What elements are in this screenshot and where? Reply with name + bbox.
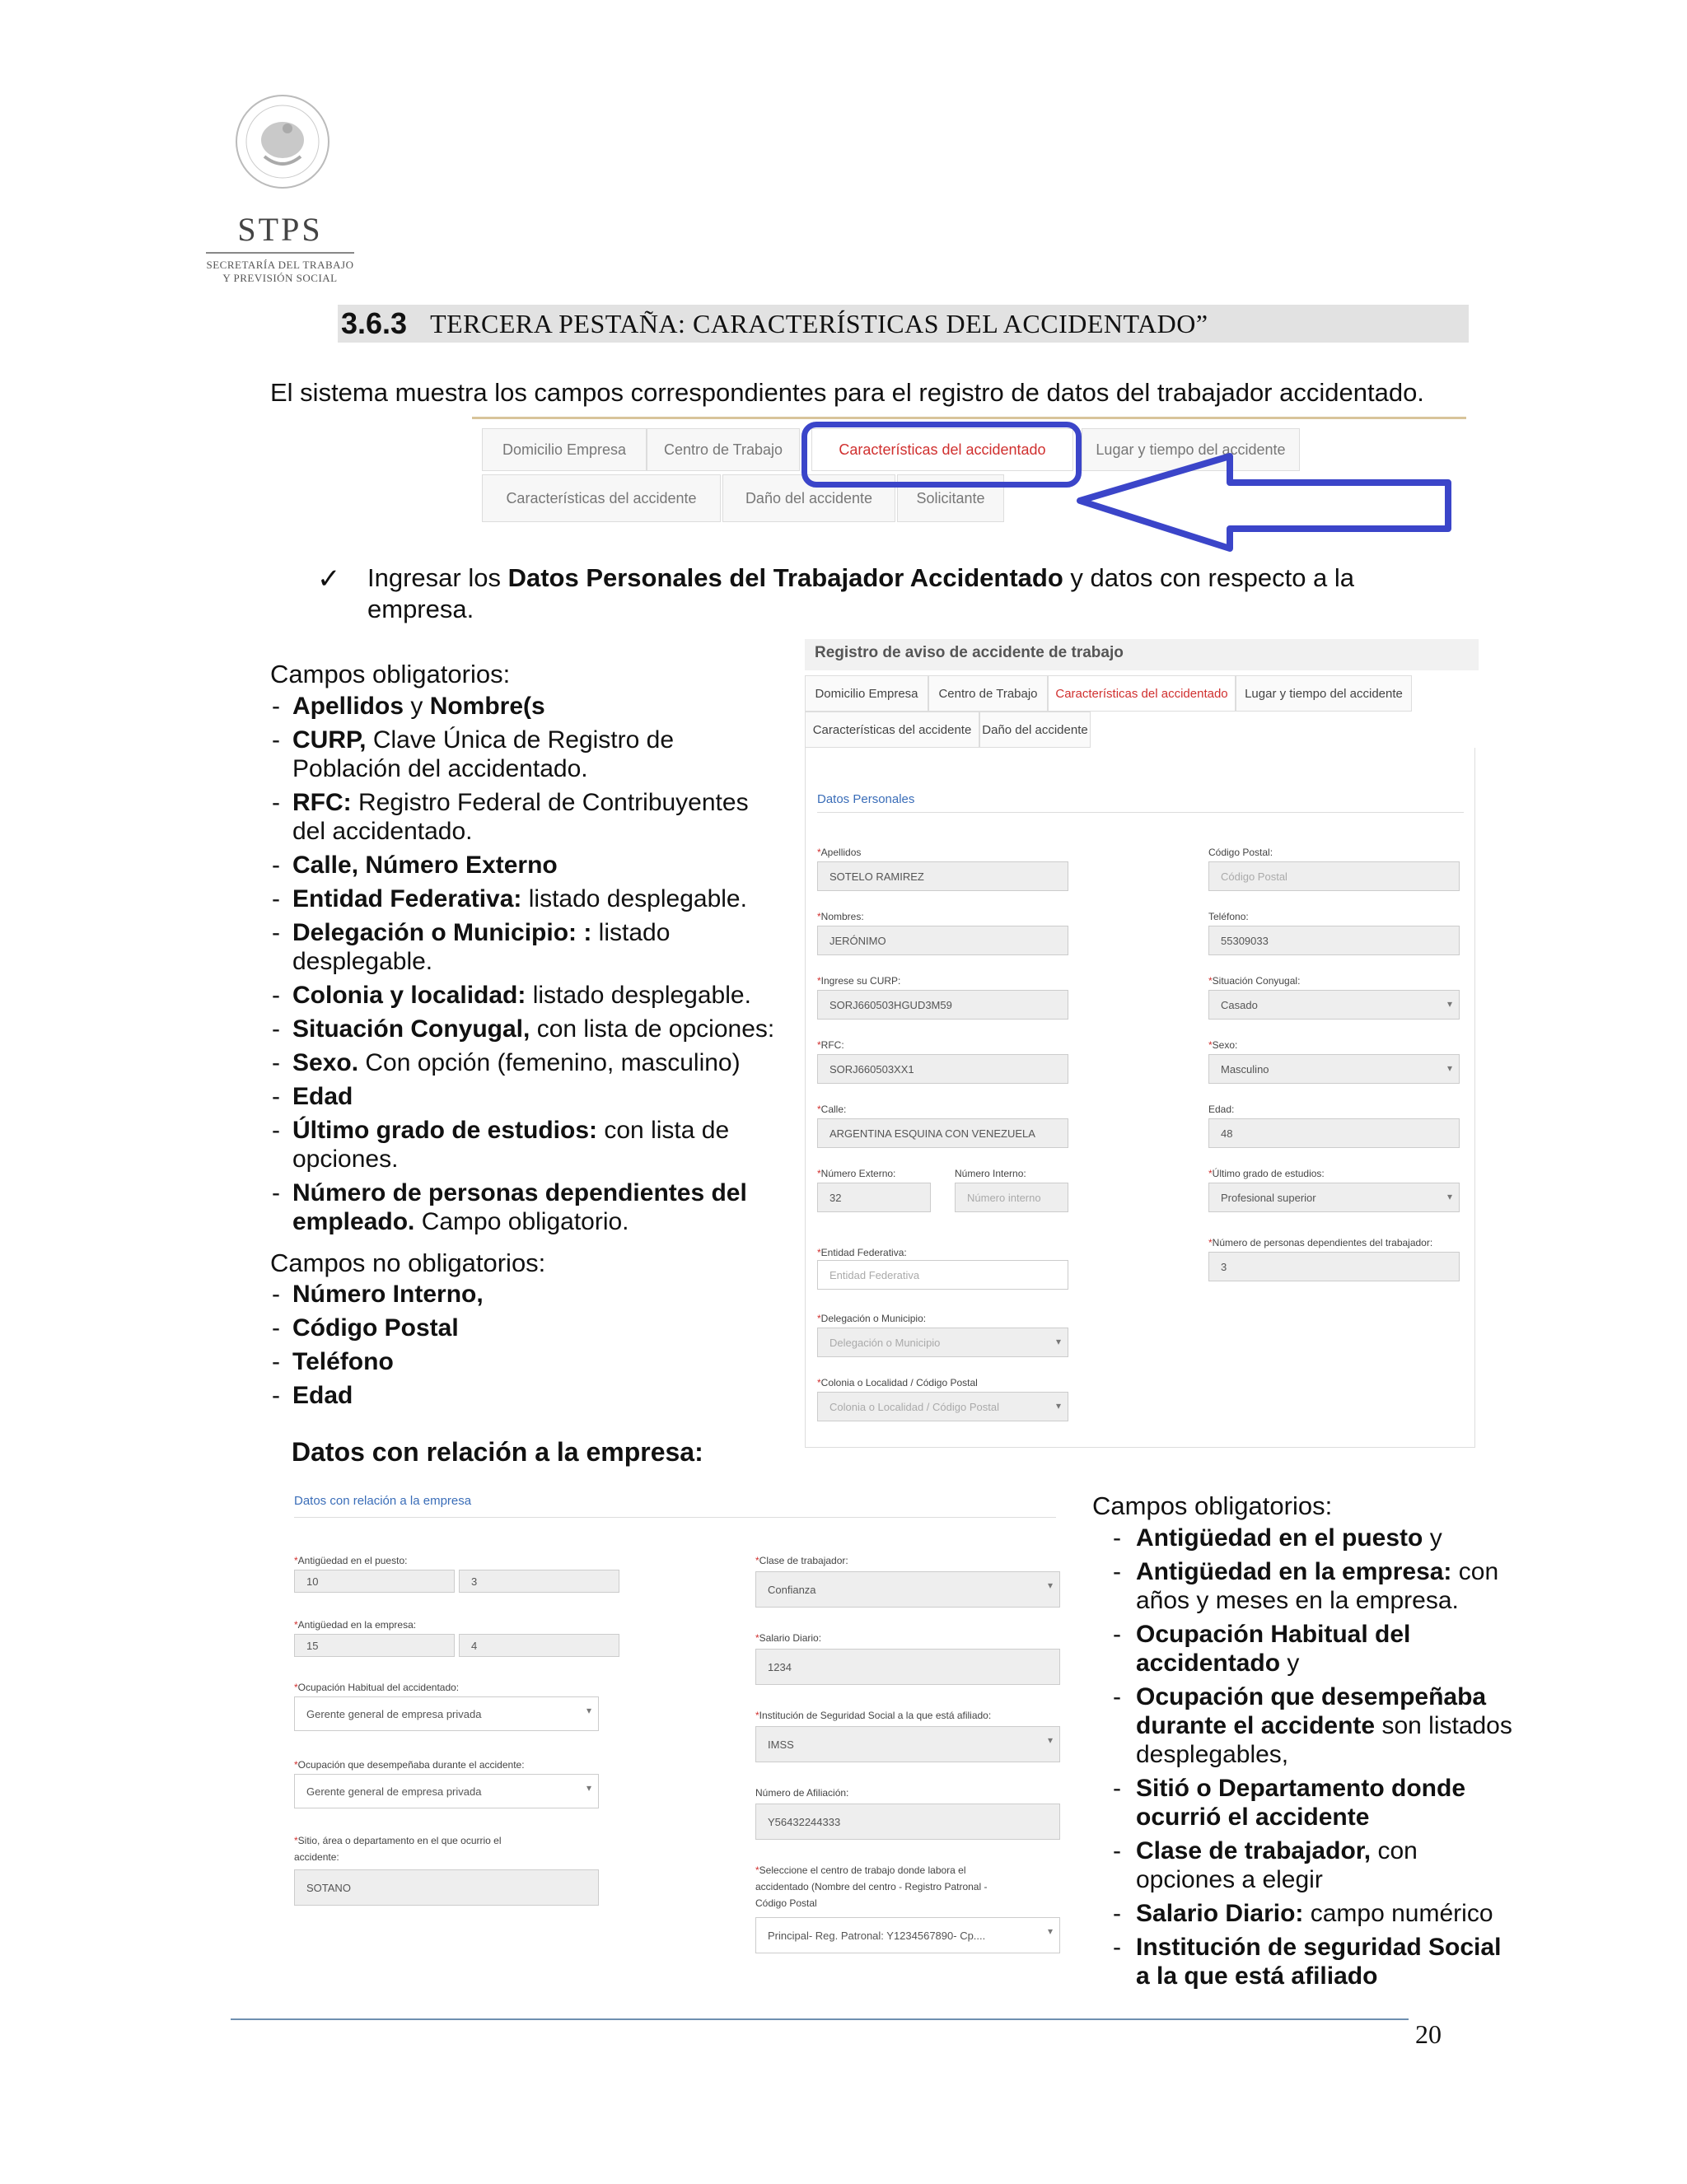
list-item: - Sitió o Departamento donde ocurrió el accidente (1111, 1774, 1519, 1832)
logo-rule (206, 252, 354, 254)
ocup-desempe-select[interactable]: Gerente general de empresa privada ▾ (294, 1774, 599, 1808)
list-item: - Delegación o Municipio: : listado desplegable. (270, 918, 781, 976)
entidad-select[interactable]: Entidad Federativa (817, 1260, 1068, 1290)
cp-label: Código Postal: (1208, 847, 1273, 858)
centro-label-3: Código Postal (755, 1897, 817, 1909)
tab-caracteristicas-accidente[interactable]: Características del accidente (805, 712, 979, 748)
section-divider (817, 812, 1464, 813)
bullet-text (367, 562, 1442, 625)
institucion-label: *Institución de Seguridad Social a la que está afiliado: (755, 1710, 992, 1721)
salario-field[interactable]: 1234 (755, 1649, 1060, 1685)
centro-label: *Seleccione el centro de trabajo donde labora el (755, 1864, 966, 1876)
left-arrow-icon (1073, 450, 1460, 553)
section-datos-empresa: Datos con relación a la empresa (294, 1494, 472, 1508)
nombres-field[interactable]: JERÓNIMO (817, 926, 1068, 955)
section-title: TERCERA PESTAÑA: CARACTERÍSTICAS DEL ACCIDENTADO” (430, 308, 1208, 338)
list-item: - Edad (270, 1082, 781, 1111)
cp-field[interactable]: Código Postal (1208, 861, 1460, 891)
check-icon: ✓ (317, 563, 341, 595)
institucion-select[interactable]: IMSS ▾ (755, 1726, 1060, 1762)
form-title: Registro de aviso de accidente de trabajo (805, 639, 1479, 670)
centro-label-2: accidentado (Nombre del centro - Registro Patronal - (755, 1881, 988, 1892)
entidad-label: *Entidad Federativa: (817, 1247, 907, 1258)
list-item: - CURP, Clave Única de Registro de Población del accidentado. (270, 726, 781, 783)
conyugal-select[interactable]: Casado ▾ (1208, 990, 1460, 1020)
curp-label: *Ingrese su CURP: (817, 975, 901, 987)
estudios-select[interactable]: Profesional superior ▾ (1208, 1183, 1460, 1212)
tab-solicitante[interactable]: Solicitante (897, 474, 1004, 522)
logo-line2: Y PREVISIÓN SOCIAL (222, 272, 338, 284)
emp-required-list (1111, 1524, 1519, 1995)
list-item: - Último grado de estudios: con lista de opciones. (270, 1116, 781, 1174)
tab-domicilio-empresa[interactable]: Domicilio Empresa (482, 428, 647, 471)
dependientes-label: *Número de personas dependientes del trabajador: (1208, 1237, 1433, 1248)
section-divider (294, 1517, 1056, 1518)
tab-strip-screenshot (472, 417, 1466, 552)
bullet-pre: Ingresar los (367, 563, 508, 592)
ant-empresa-months-field[interactable]: 4 (459, 1634, 619, 1657)
sexo-select[interactable]: Masculino ▾ (1208, 1054, 1460, 1084)
sitio-field[interactable]: SOTANO (294, 1869, 599, 1906)
salario-label: *Salario Diario: (755, 1632, 822, 1644)
delegacion-select[interactable]: Delegación o Municipio ▾ (817, 1328, 1068, 1357)
tab-caracteristicas-accidentado[interactable]: Características del accidentado (1048, 675, 1236, 712)
num-ext-field[interactable]: 32 (817, 1183, 931, 1212)
afiliacion-field[interactable]: Y56432244333 (755, 1804, 1060, 1840)
list-item: - Teléfono (270, 1347, 781, 1376)
telefono-label: Teléfono: (1208, 911, 1249, 922)
section-heading (338, 305, 1469, 343)
sitio-label: *Sitio, área o departamento en el que ocurrio el (294, 1835, 502, 1846)
tab-dano-accidente[interactable]: Daño del accidente (722, 474, 895, 522)
empresa-heading: Datos con relación a la empresa: (292, 1437, 703, 1467)
ant-puesto-years-field[interactable]: 10 (294, 1570, 455, 1593)
list-item: - Ocupación Habitual del accidentado y (1111, 1620, 1519, 1678)
edad-field[interactable]: 48 (1208, 1118, 1460, 1148)
conyugal-label: *Situación Conyugal: (1208, 975, 1301, 987)
list-item: - Salario Diario: campo numérico (1111, 1899, 1519, 1928)
tab-dano-accidente[interactable]: Daño del accidente (979, 712, 1091, 748)
list-item: - Antigüedad en la empresa: con años y meses en la empresa. (1111, 1557, 1519, 1615)
ant-puesto-label: *Antigüedad en el puesto: (294, 1555, 408, 1566)
edad-label: Edad: (1208, 1104, 1235, 1115)
ant-empresa-label: *Antigüedad en la empresa: (294, 1619, 417, 1631)
list-item: - Calle, Número Externo (270, 851, 781, 880)
dependientes-field[interactable]: 3 (1208, 1252, 1460, 1281)
section-datos-personales: Datos Personales (817, 792, 915, 806)
logo-line1: SECRETARÍA DEL TRABAJO (206, 259, 354, 271)
company-data-form-screenshot (278, 1479, 1068, 1983)
list-item: - Entidad Federativa: listado desplegable. (270, 884, 781, 913)
ocup-habitual-select[interactable]: Gerente general de empresa privada ▾ (294, 1696, 599, 1731)
emp-required-label: Campos obligatorios: (1092, 1491, 1333, 1520)
intro-paragraph: El sistema muestra los campos correspondientes para el registro de datos del trabajador accidentado. (270, 378, 1424, 407)
centro-select[interactable]: Principal- Reg. Patronal: Y1234567890- Cp.... ▾ (755, 1917, 1060, 1953)
nombres-label: *Nombres: (817, 911, 864, 922)
list-item: - Código Postal (270, 1314, 781, 1342)
afiliacion-label: Número de Afiliación: (755, 1787, 849, 1799)
required-list (270, 692, 781, 1241)
list-item: - Institución de seguridad Social a la que está afiliado (1111, 1933, 1519, 1990)
logo-acronym: STPS (237, 211, 323, 248)
personal-data-form-screenshot (805, 639, 1479, 1450)
list-item: - Sexo. Con opción (femenino, masculino) (270, 1048, 781, 1077)
optional-label: Campos no obligatorios: (270, 1248, 546, 1277)
list-item: - Número de personas dependientes del empleado. Campo obligatorio. (270, 1178, 781, 1236)
tab-strip-top-line (472, 417, 1466, 419)
list-item: - RFC: Registro Federal de Contribuyentes del accidentado. (270, 788, 781, 846)
sitio-label-2: accidente: (294, 1851, 339, 1863)
tab-centro-trabajo[interactable]: Centro de Trabajo (647, 428, 800, 471)
rfc-field[interactable]: SORJ660503XX1 (817, 1054, 1068, 1084)
telefono-field[interactable]: 55309033 (1208, 926, 1460, 955)
list-item: - Antigüedad en el puesto y (1111, 1524, 1519, 1552)
highlight-circle (801, 422, 1082, 488)
num-ext-label: *Número Externo: (817, 1168, 896, 1179)
delegacion-label: *Delegación o Municipio: (817, 1313, 927, 1324)
list-item: - Ocupación que desempeñaba durante el accidente son listados desplegables, (1111, 1682, 1519, 1769)
apellidos-label: *Apellidos (817, 847, 862, 858)
ocup-desempe-label: *Ocupación que desempeñaba durante el accidente: (294, 1759, 525, 1771)
ocup-habitual-label: *Ocupación Habitual del accidentado: (294, 1682, 460, 1693)
apellidos-field[interactable]: SOTELO RAMIREZ (817, 861, 1068, 891)
rfc-label: *RFC: (817, 1039, 844, 1051)
colonia-label: *Colonia o Localidad / Código Postal (817, 1377, 978, 1388)
page-number: 20 (1415, 2019, 1442, 2049)
footer-rule (231, 2018, 1409, 2020)
calle-label: *Calle: (817, 1104, 847, 1115)
tab-caracteristicas-accidente[interactable]: Características del accidente (482, 474, 721, 522)
list-item: - Número Interno, (270, 1280, 781, 1309)
bullet-bold: Datos Personales del Trabajador Accidentado (507, 563, 1063, 592)
required-label: Campos obligatorios: (270, 660, 511, 688)
list-item: - Clase de trabajador, con opciones a elegir (1111, 1836, 1519, 1894)
ant-puesto-months-field[interactable]: 3 (459, 1570, 619, 1593)
tab-lugar-tiempo[interactable]: Lugar y tiempo del accidente (1082, 428, 1300, 471)
list-item: - Apellidos y Nombre(s (270, 692, 781, 721)
num-int-label: Número Interno: (955, 1168, 1026, 1179)
list-item: - Colonia y localidad: listado desplegable. (270, 981, 781, 1010)
mexican-coat-of-arms-icon (233, 92, 332, 191)
list-item: - Edad (270, 1381, 781, 1410)
optional-list (270, 1280, 781, 1415)
ant-empresa-years-field[interactable]: 15 (294, 1634, 455, 1657)
section-number: 3.6.3 (341, 306, 408, 340)
list-item: - Situación Conyugal, con lista de opciones: (270, 1015, 781, 1043)
tab-caracteristicas-accidentado[interactable]: Características del accidentado (811, 428, 1073, 471)
clase-select[interactable]: Confianza ▾ (755, 1571, 1060, 1608)
sexo-label: *Sexo: (1208, 1039, 1238, 1051)
num-int-field[interactable]: Número interno (955, 1183, 1068, 1212)
clase-label: *Clase de trabajador: (755, 1555, 848, 1566)
calle-field[interactable]: ARGENTINA ESQUINA CON VENEZUELA (817, 1118, 1068, 1148)
curp-field[interactable]: SORJ660503HGUD3M59 (817, 990, 1068, 1020)
estudios-label: *Último grado de estudios: (1208, 1168, 1325, 1179)
bullet-post: y datos con respecto a la empresa. (367, 563, 1355, 623)
colonia-select[interactable]: Colonia o Localidad / Código Postal ▾ (817, 1392, 1068, 1421)
tab-centro-trabajo[interactable]: Centro de Trabajo (928, 675, 1048, 712)
tab-domicilio-empresa[interactable]: Domicilio Empresa (805, 675, 928, 712)
tab-lugar-tiempo[interactable]: Lugar y tiempo del accidente (1236, 675, 1412, 712)
stps-logo (206, 210, 354, 285)
